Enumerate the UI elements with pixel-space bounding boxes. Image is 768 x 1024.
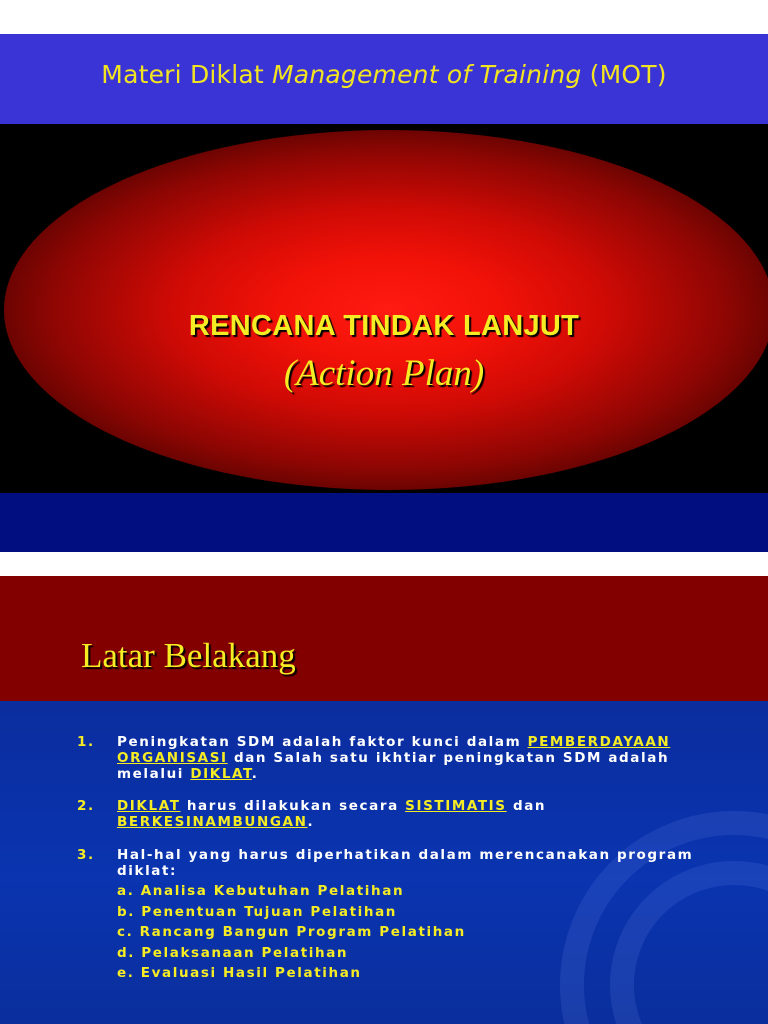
highlight-term: SISTIMATIS (405, 798, 507, 814)
item-text: Hal-hal yang harus diperhatikan dalam merencanakan program (117, 847, 694, 863)
slide-header-bar (0, 576, 768, 701)
slide-title-text: RENCANA TINDAK LANJUT (188, 310, 580, 342)
slide-background (0, 576, 768, 1024)
item-text: Peningkatan SDM adalah faktor kunci dalam (117, 734, 528, 750)
course-title-prefix: Materi Diklat (101, 60, 273, 89)
item-text: harus dilakukan secara (180, 798, 406, 814)
sub-item: e. Evaluasi Hasil Pelatihan (117, 965, 362, 981)
sub-item: c. Rancang Bangun Program Pelatihan (117, 924, 466, 940)
item-text: . (251, 766, 259, 782)
course-title-suffix: (MOT) (581, 60, 667, 89)
list-number: 1. (77, 734, 95, 750)
list-item-text (117, 734, 715, 782)
course-title-italic: Management of Training (272, 60, 582, 89)
highlight-term: DIKLAT (190, 766, 252, 782)
highlight-term: ORGANISASI (117, 750, 228, 766)
slide-body (0, 701, 768, 1024)
list-number: 2. (77, 798, 95, 814)
list-item-text (117, 847, 715, 879)
slide-header-bar (0, 34, 768, 124)
slide-title (0, 34, 768, 552)
item-text: dan (506, 798, 547, 814)
highlight-term: BERKESINAMBUNGAN (117, 814, 308, 830)
highlight-term: PEMBERDAYAAN (527, 734, 671, 750)
item-text: . (307, 814, 315, 830)
sub-item: a. Analisa Kebutuhan Pelatihan (117, 883, 405, 899)
list-number: 3. (77, 847, 95, 863)
item-text: melalui (117, 766, 191, 782)
highlight-term: DIKLAT (117, 798, 181, 814)
slide-footer-bar (0, 493, 768, 552)
section-heading: Latar Belakang (81, 636, 296, 675)
item-text: diklat: (117, 863, 178, 879)
course-title (0, 34, 768, 116)
sub-item: b. Penentuan Tujuan Pelatihan (117, 904, 397, 920)
slide-subtitle-text: (Action Plan) (283, 353, 485, 394)
item-text: dan Salah satu ikhtiar peningkatan SDM adalah (227, 750, 670, 766)
list-item-text (117, 798, 715, 830)
sub-item: d. Pelaksanaan Pelatihan (117, 945, 349, 961)
